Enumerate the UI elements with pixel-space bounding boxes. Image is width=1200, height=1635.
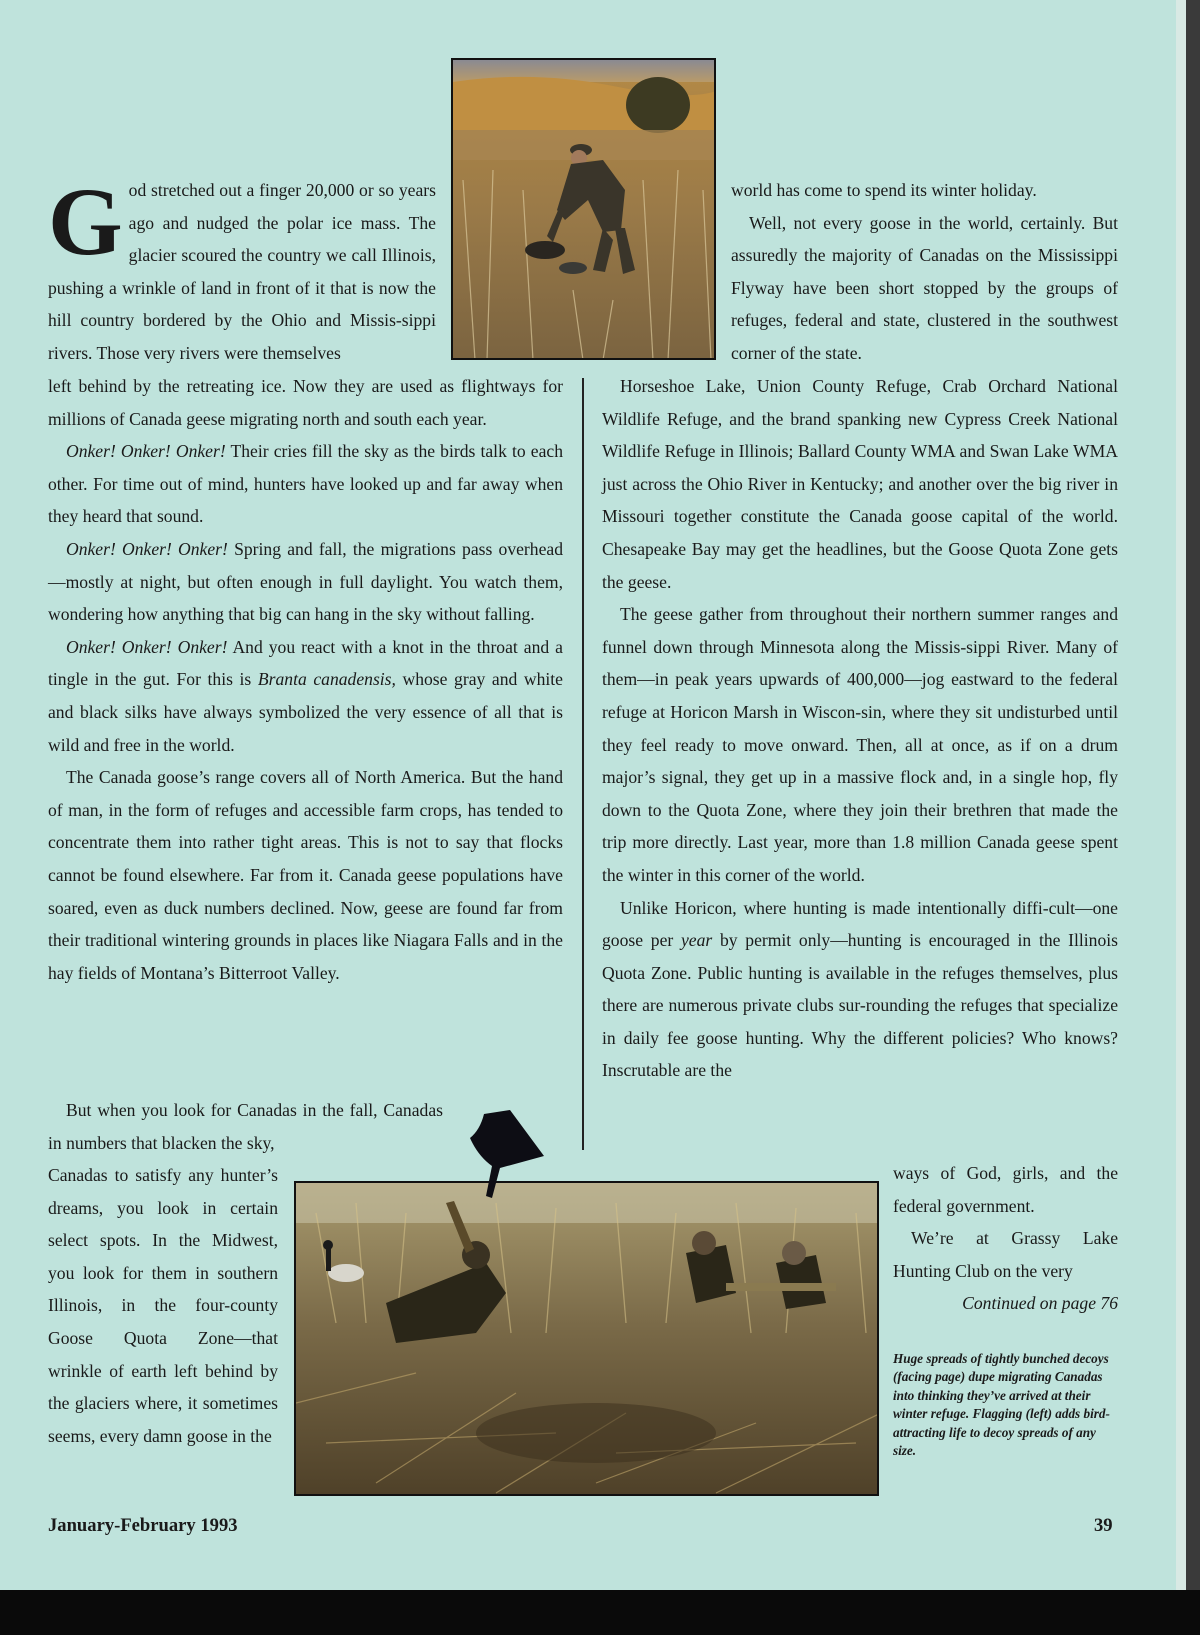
page-edge [1176, 0, 1186, 1590]
paragraph: Onker! Onker! Onker! And you react with a knot in the throat and a tingle in the gut. For this is Branta canadensis, whose gray and white and black silks have always symbolized the very essence of all that is wild and free in the world. [48, 636, 563, 755]
paragraph: left behind by the retreating ice. Now they are used as flightways for millions of Canada geese migrating north and south each year. [48, 376, 563, 429]
hunter-cornfield-photo [451, 58, 716, 360]
paragraph: world has come to spend its winter holiday. [731, 180, 1037, 200]
paragraph: Canadas to satisfy any hunter’s dreams, you look in certain select spots. In the Midwest, you look for them in southern Illinois, in the four-county Goose Quota Zone—that wrinkle of earth left behind by the glaciers where, it sometimes seems, every damn goose in the [48, 1165, 278, 1446]
column-1-wrap-b [48, 1159, 278, 1452]
scan-border [0, 1590, 1200, 1635]
column-2-tail [893, 1157, 1118, 1320]
paragraph: The geese gather from throughout their northern summer ranges and funnel down through Minnesota along the Missis-sippi River. Many of them—in peak years upwards of 400,000—jog eastward to the federal refuge at Horicon Marsh in Wiscon-sin, where they sit undisturbed until they feel ready to move onward. Then, all at once, as if on a drum major’s signal, they get up in a massive flock and, in a single hop, fly down to the Quota Zone, where they join their brethren that made the trip more directly. Last year, more than 1.8 million Canada geese spent the winter in this corner of the world. [602, 604, 1118, 885]
paragraph: Onker! Onker! Onker! Spring and fall, the migrations pass overhead—mostly at night, but often enough in full daylight. You watch them, wondering how anything that big can hang in the sky without falling. [48, 538, 563, 625]
drop-cap: G [48, 168, 121, 275]
column-1-wrap-a [48, 1094, 443, 1159]
page-number: 39 [1094, 1515, 1113, 1536]
paragraph: The Canada goose’s range covers all of North America. But the hand of man, in the form of refuges and accessible farm crops, has tended to concentrate them into rather tight areas. This is not to say that flocks cannot be found elsewhere. Far from it. Canada geese populations have soared, even as duck numbers declined. Now, geese are found far from their traditional wintering grounds in places like Niagara Falls and in the hay fields of Montana’s Bitterroot Valley. [48, 767, 563, 983]
hunters-flagging-illustration [296, 1183, 879, 1496]
column-2-body [602, 370, 1118, 1087]
opening-paragraph: God stretched out a finger 20,000 or so years ago and nudged the polar ice mass. The glacier scoured the country we call Illinois, pushing a wrinkle of land in front of it that is now the hill country bordered by the Ohio and Missis-sippi rivers. Those very rivers were themselves [48, 168, 436, 363]
paragraph: Horseshoe Lake, Union County Refuge, Crab Orchard National Wildlife Refuge, and the brand spanking new Cypress Creek National Wildlife Refuge in Illinois; Ballard County WMA and Swan Lake WMA just across the Ohio River in Kentucky; and another over the big river in Missouri together constitute the Canada goose capital of the world. Chesapeake Bay may get the headlines, but the Goose Quota Zone gets the geese. [602, 376, 1118, 592]
column-divider [582, 378, 584, 1150]
page-spine-shadow [1186, 0, 1200, 1590]
black-flag-icon [440, 1108, 550, 1208]
paragraph: Well, not every goose in the world, certainly. But assuredly the majority of Canadas on the Mississippi Flyway have been short stopped by the groups of refuges, federal and state, clustered in the southwest corner of the state. [731, 212, 1118, 363]
column-1-body [48, 370, 563, 989]
continued-note: Continued on page 76 [962, 1293, 1118, 1314]
issue-date: January-February 1993 [48, 1515, 238, 1536]
hunter-cornfield-illustration [453, 60, 716, 360]
paragraph: Unlike Horicon, where hunting is made intentionally diffi-cult—one goose per year by permit only—hunting is encouraged in the Illinois Quota Zone. Public hunting is available in the refuges themselves, plus there are numerous private clubs sur-rounding the refuges that specialize in daily fee goose hunting. Why the different policies? Who knows? Inscrutable are the [602, 897, 1119, 1081]
paragraph: We’re at Grassy Lake Hunting Club on the very [893, 1228, 1118, 1281]
hunters-flagging-photo [294, 1181, 879, 1496]
paragraph: Onker! Onker! Onker! Their cries fill the sky as the birds talk to each other. For time out of mind, hunters have looked up and far away when they heard that sound. [48, 441, 563, 527]
column-2-top [731, 174, 1118, 370]
photo-caption: Huge spreads of tightly bunched decoys (facing page) dupe migrating Canadas into thinking they’ve arrived at their winter refuge. Flagging (left) adds bird-attracting life to decoy spreads of any size. [893, 1351, 1110, 1459]
paragraph: But when you look for Canadas in the fall, Canadas in numbers that blacken the sky, [48, 1100, 443, 1153]
column-1-top [48, 168, 436, 370]
paragraph: ways of God, girls, and the federal government. [893, 1163, 1118, 1216]
